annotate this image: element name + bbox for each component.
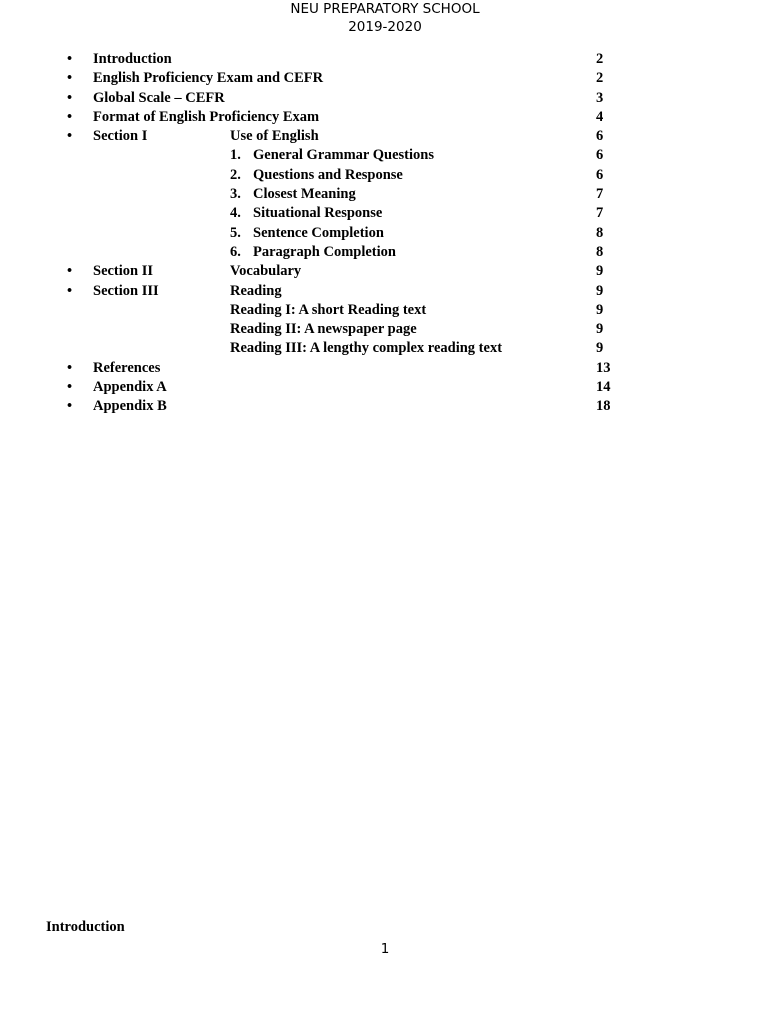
toc-entry-subtitle: General Grammar Questions [253, 147, 434, 164]
toc-entry [0, 50, 770, 69]
toc-entry-subtitle: Situational Response [253, 205, 383, 222]
toc-entry-subtitle: Reading I: A short Reading text [230, 301, 427, 318]
toc-entry [0, 108, 770, 127]
bullet-icon: • [67, 70, 73, 87]
toc-entry-label: Introduction [93, 51, 172, 67]
toc-entry-label: Section II [93, 263, 154, 280]
toc-entry [0, 69, 770, 88]
bullet-icon: • [67, 263, 73, 280]
toc-entry [0, 146, 770, 165]
page-number: 1 [380, 941, 390, 957]
toc-entry-label: English Proficiency Exam and CEFR [93, 70, 324, 87]
toc-entry [0, 359, 770, 378]
toc-entry-subtitle: Reading [230, 282, 282, 299]
toc-entry-subtitle: Use of English [230, 128, 319, 145]
toc-entry [0, 166, 770, 185]
school-year: 2019-2020 [348, 19, 422, 35]
toc-entry-number: 1. [230, 147, 241, 164]
toc-entry-page: 8 [596, 243, 604, 260]
toc-entry [0, 262, 770, 281]
toc-entry [0, 127, 770, 146]
toc-entry-page: 8 [596, 224, 604, 241]
toc-entry [0, 185, 770, 204]
toc-entry-subtitle: Reading II: A newspaper page [230, 321, 417, 338]
toc-entry [0, 320, 770, 339]
toc-entry-page: 9 [596, 321, 604, 338]
bullet-icon: • [67, 128, 73, 145]
toc-entry [0, 204, 770, 223]
page-header [0, 0, 770, 36]
toc-entry-number: 2. [230, 166, 241, 183]
toc-entry [0, 378, 770, 397]
toc-entry-page: 9 [596, 282, 604, 299]
toc-entry-page: 2 [596, 70, 604, 87]
toc-entry [0, 89, 770, 108]
toc-entry [0, 282, 770, 301]
toc-entry-label: Format of English Proficiency Exam [93, 108, 320, 125]
bullet-icon: • [67, 108, 73, 125]
bullet-icon: • [67, 359, 73, 376]
toc-entry-number: 3. [230, 186, 241, 203]
bullet-icon: • [67, 51, 73, 67]
toc-entry-page: 4 [596, 108, 604, 125]
toc-entry [0, 243, 770, 262]
bullet-icon: • [67, 89, 73, 106]
toc-entry [0, 339, 770, 358]
toc-entry-label: Global Scale – CEFR [93, 89, 225, 106]
toc-entry-label: Appendix A [93, 379, 167, 396]
school-name: NEU PREPARATORY SCHOOL [290, 1, 480, 17]
toc-entry [0, 397, 770, 416]
toc-entry-label: Section I [93, 128, 148, 145]
toc-entry-label: Section III [93, 282, 159, 299]
toc-entry [0, 224, 770, 243]
toc-entry-page: 9 [596, 301, 604, 318]
toc-entry-label: References [93, 359, 161, 376]
toc-entry-label: Appendix B [93, 398, 167, 415]
section-heading: Introduction [46, 919, 125, 935]
toc-entry [0, 301, 770, 320]
toc-entry-page: 6 [596, 166, 604, 183]
table-of-contents [0, 50, 770, 417]
toc-entry-number: 4. [230, 205, 241, 222]
toc-entry-page: 9 [596, 340, 604, 357]
toc-entry-number: 6. [230, 243, 241, 260]
toc-entry-page: 13 [596, 359, 611, 376]
bullet-icon: • [67, 282, 73, 299]
toc-entry-number: 5. [230, 224, 241, 241]
toc-entry-page: 9 [596, 263, 604, 280]
bullet-icon: • [67, 379, 73, 396]
toc-entry-subtitle: Sentence Completion [253, 224, 384, 241]
toc-entry-subtitle: Closest Meaning [253, 186, 356, 203]
toc-entry-page: 7 [596, 186, 604, 203]
bullet-icon: • [67, 398, 73, 415]
toc-entry-page: 2 [596, 51, 604, 67]
toc-entry-page: 3 [596, 89, 604, 106]
toc-entry-subtitle: Paragraph Completion [253, 243, 396, 260]
toc-entry-page: 6 [596, 147, 604, 164]
toc-entry-page: 6 [596, 128, 604, 145]
toc-entry-page: 7 [596, 205, 604, 222]
toc-entry-page: 14 [596, 379, 611, 396]
toc-entry-subtitle: Questions and Response [253, 166, 403, 183]
toc-entry-page: 18 [596, 398, 611, 415]
toc-entry-subtitle: Reading III: A lengthy complex reading text [230, 340, 503, 357]
toc-entry-subtitle: Vocabulary [230, 263, 302, 280]
